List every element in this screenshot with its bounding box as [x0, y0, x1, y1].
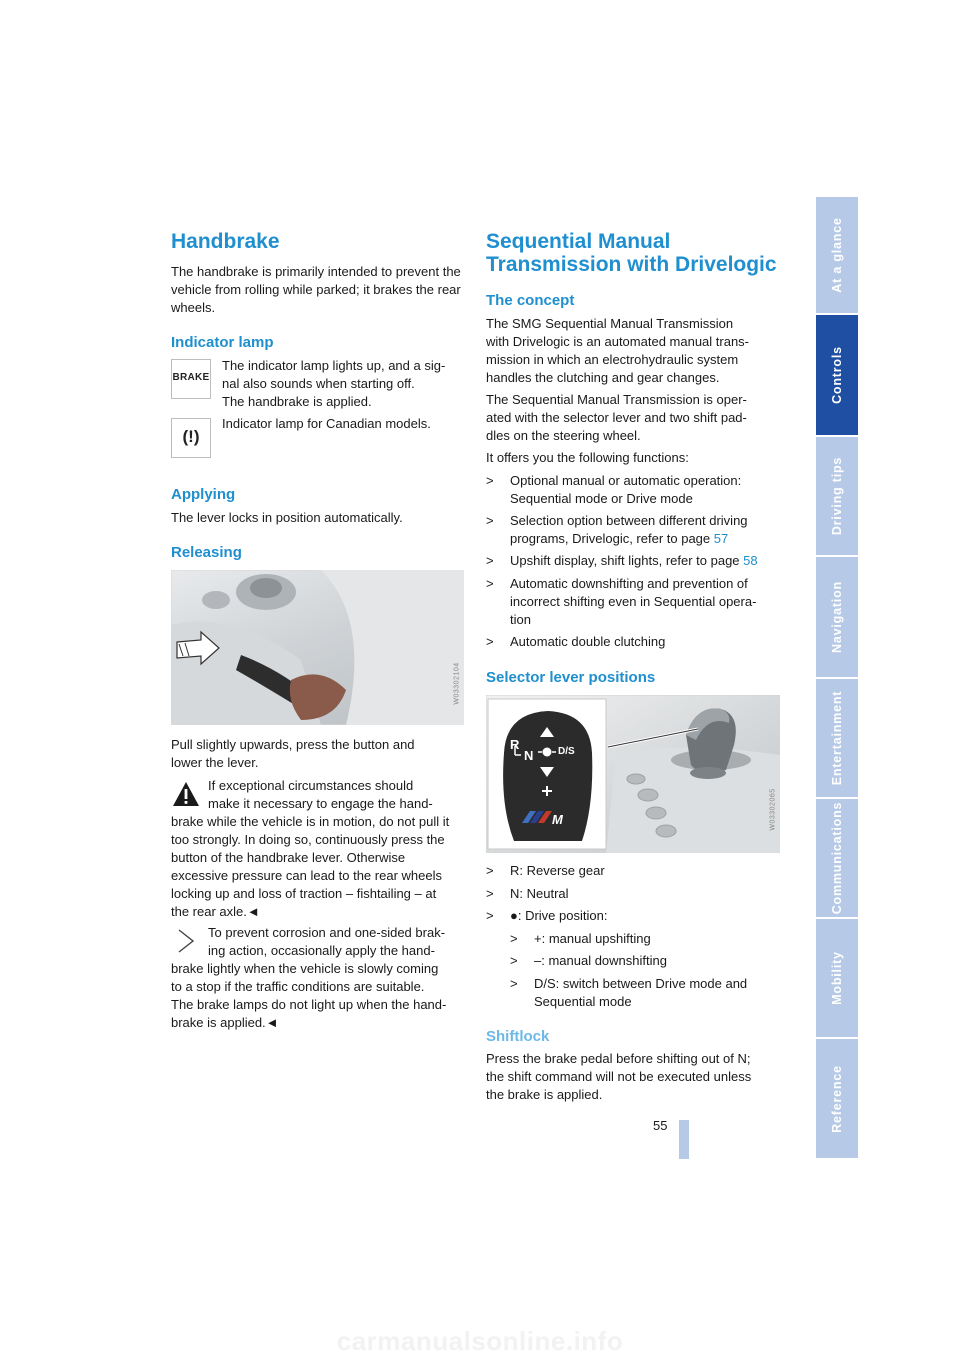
note-line5: The brake lamps do not light up when the hand- [171, 997, 447, 1012]
applying-text: The lever locks in position automatically. [171, 510, 403, 525]
releasing-heading: Releasing [171, 544, 242, 561]
handbrake-release-photo: W03302104 [171, 570, 464, 725]
page-58-link[interactable]: 58 [743, 553, 758, 568]
warning-line1: If exceptional circumstances should [208, 778, 414, 793]
indicator-text-line3: The handbrake is applied. [222, 394, 372, 409]
list-item: > Upshift display, shift lights, refer to page 58 [486, 553, 758, 568]
warning-line3: brake while the vehicle is in motion, do not pull it [171, 814, 450, 829]
concept-p1-line1: The SMG Sequential Manual Transmission [486, 316, 734, 331]
list-item: > Automatic downshifting and prevention of incorrect shifting even in Sequential opera- tion [486, 576, 757, 627]
concept-p2-line2: ated with the selector lever and two shift pad- [486, 410, 747, 425]
sidebar-tab-entertainment[interactable]: Entertainment [816, 679, 858, 799]
selector-lever-heading: Selector lever positions [486, 669, 656, 686]
note-line6: brake is applied.◄ [171, 1015, 279, 1030]
list-item: > ●: Drive position: [486, 908, 608, 923]
releasing-text-line2: lower the lever. [171, 755, 259, 770]
concept-p1-line4: handles the clutching and gear changes. [486, 370, 720, 385]
sidebar-tab-mobility[interactable]: Mobility [816, 919, 858, 1039]
sidebar-tab-at-a-glance[interactable]: At a glance [816, 197, 858, 315]
indicator-text-line1: The indicator lamp lights up, and a sig- [222, 358, 446, 373]
applying-heading: Applying [171, 486, 236, 503]
warning-line2: make it necessary to engage the hand- [208, 796, 433, 811]
list-item: > D/S: switch between Drive mode and Sequential mode [510, 976, 748, 1009]
list-item: > Selection option between different driving programs, Drivelogic, refer to page 57 [486, 513, 748, 546]
canadian-indicator-text: Indicator lamp for Canadian models. [222, 416, 431, 431]
shiftlock-line3: the brake is applied. [486, 1087, 603, 1102]
concept-p2-line1: The Sequential Manual Transmission is oper- [486, 392, 747, 407]
smg-title-line2: Transmission with Drivelogic [486, 253, 777, 276]
concept-p3: It offers you the following functions: [486, 450, 689, 465]
shiftlock-line1: Press the brake pedal before shifting out of N; [486, 1051, 751, 1066]
canadian-brake-indicator-icon: (!) [171, 418, 211, 458]
sidebar-tab-driving-tips[interactable]: Driving tips [816, 437, 858, 557]
concept-p2-line3: dles on the steering wheel. [486, 428, 641, 443]
indicator-lamp-heading: Indicator lamp [171, 334, 274, 351]
list-item: > N: Neutral [486, 886, 569, 901]
handbrake-title: Handbrake [171, 230, 280, 253]
page-57-link[interactable]: 57 [713, 531, 729, 546]
brake-indicator-icon: BRAKE [171, 359, 211, 399]
warning-line4: too strongly. In doing so, continuously press the [171, 832, 445, 847]
page-number-bar [679, 1120, 689, 1159]
concept-p1-line3: mission in which an electrohydraulic system [486, 352, 739, 367]
shiftlock-line2: the shift command will not be executed unless [486, 1069, 752, 1084]
selector-lever-photo: R N D/S M W03302065 [486, 695, 780, 853]
note-line4: to a stop if the traffic conditions are suitable. [171, 979, 425, 994]
list-item: > Optional manual or automatic operation: Sequential mode or Drive mode [486, 473, 742, 506]
list-item: > –: manual downshifting [510, 953, 667, 968]
shiftlock-heading: Shiftlock [486, 1028, 550, 1045]
concept-heading: The concept [486, 292, 575, 309]
m-logo: M [552, 812, 563, 827]
warning-line7: locking up and loss of traction – fishtailing – at [171, 886, 437, 901]
smg-title-line1: Sequential Manual [486, 230, 671, 253]
releasing-text-line1: Pull slightly upwards, press the button and [171, 737, 415, 752]
watermark: carmanualsonline.info [336, 1326, 624, 1356]
sidebar-tab-communications[interactable]: Communications [816, 799, 858, 919]
concept-p1-line2: with Drivelogic is an automated manual trans- [486, 334, 750, 349]
sidebar-tab-navigation[interactable]: Navigation [816, 557, 858, 679]
page-number: 55 [653, 1118, 668, 1133]
note-line1: To prevent corrosion and one-sided brak- [208, 925, 446, 940]
list-item: > +: manual upshifting [510, 931, 651, 946]
note-arrow-icon [171, 927, 201, 955]
warning-line6: excessive pressure can lead to the rear wheels [171, 868, 442, 883]
indicator-text-line2: nal also sounds when starting off. [222, 376, 415, 391]
note-line2: ing action, occasionally apply the hand- [208, 943, 435, 958]
note-line3: brake lightly when the vehicle is slowly coming [171, 961, 439, 976]
warning-line8: the rear axle.◄ [171, 904, 260, 919]
sidebar-tab-reference[interactable]: Reference [816, 1039, 858, 1160]
warning-line5: button of the handbrake lever. Otherwise [171, 850, 406, 865]
sidebar-tab-controls[interactable]: Controls [816, 315, 858, 437]
warning-triangle-icon [171, 780, 201, 808]
handbrake-intro: The handbrake is primarily intended to prevent the vehicle from rolling while parked; it brakes the rear wheels. [171, 264, 461, 315]
list-item: > R: Reverse gear [486, 863, 605, 878]
list-item: > Automatic double clutching [486, 634, 666, 649]
